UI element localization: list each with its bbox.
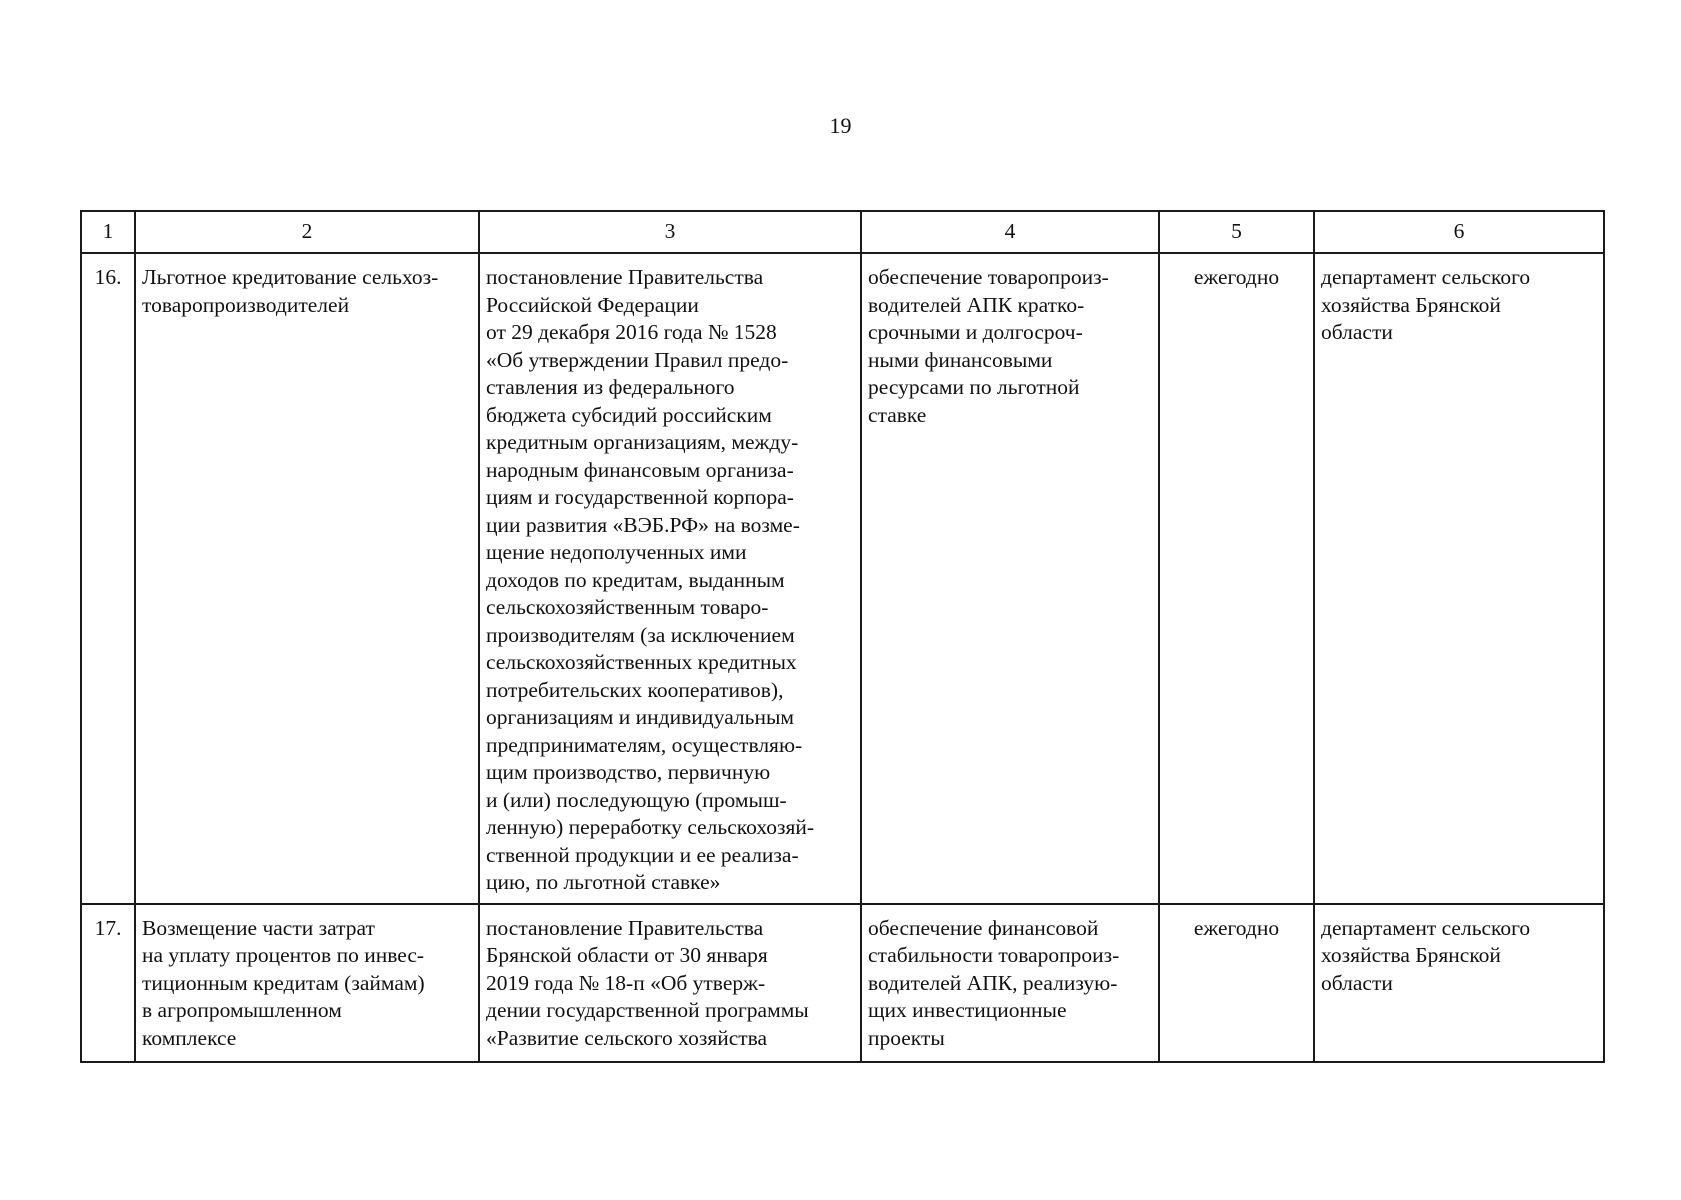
measure-goal: обеспечение товаропроиз- водителей АПК кратко- срочными и долгосроч- ными финансовыми ресурсами по льготной ставке [861,253,1159,904]
header-col-6: 6 [1314,211,1604,253]
measures-table [80,210,1605,1063]
table-header-row [81,211,1604,253]
responsible-executor: департамент сельского хозяйства Брянской области [1314,904,1604,1062]
measure-name: Возмещение части затрат на уплату процентов по инвес- тиционным кредитам (займам) в агропромышленном комплексе [135,904,479,1062]
header-col-4: 4 [861,211,1159,253]
table-row [81,253,1604,904]
page-number: 19 [829,113,852,138]
table-row [81,904,1604,1062]
header-col-1: 1 [81,211,135,253]
row-number: 17. [81,904,135,1062]
legal-basis: постановление Правительства Брянской области от 30 января 2019 года № 18-п «Об утверж- дении государственной программы «Развитие сельского хозяйства [479,904,861,1062]
header-col-5: 5 [1159,211,1314,253]
header-col-2: 2 [135,211,479,253]
measure-goal: обеспечение финансовой стабильности товаропроиз- водителей АПК, реализую- щих инвестиционные проекты [861,904,1159,1062]
header-col-3: 3 [479,211,861,253]
implementation-period: ежегодно [1159,904,1314,1062]
row-number: 16. [81,253,135,904]
measure-name: Льготное кредитование сельхоз- товаропроизводителей [135,253,479,904]
responsible-executor: департамент сельского хозяйства Брянской области [1314,253,1604,904]
legal-basis: постановление Правительства Российской Федерации от 29 декабря 2016 года № 1528 «Об утверждении Правил предо- ставления из федерального бюджета субсидий российским кредитным организациям, между- народным финансовым организа- циям и государственной корпора- ции развития «ВЭБ.РФ» на возме- щение недополученных ими доходов по кредитам, выданным сельскохозяйственным товаро- производителям (за исключением сельскохозяйственных кредитных потребительских кооперативов), организациям и индивидуальным предпринимателям, осуществляю- щим производство, первичную и (или) последующую (промыш- ленную) переработку сельскохозяй- ственной продукции и ее реализа- цию, по льготной ставке» [479,253,861,904]
implementation-period: ежегодно [1159,253,1314,904]
